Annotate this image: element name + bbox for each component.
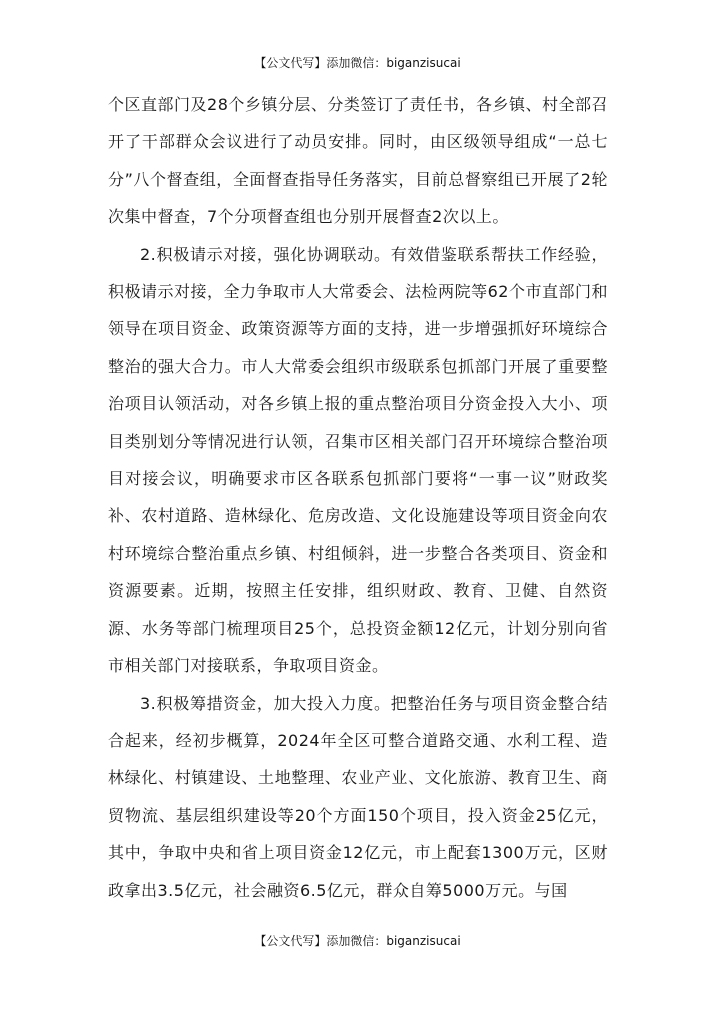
paragraph-funding: 3.积极筹措资金，加大投入力度。把整治任务与项目资金整合结合起来，经初步概算，2024年全区可整合道路交通、水利工程、造林绿化、村镇建设、土地整理、农业产业、文化旅游、教育卫生、商贸物流、基层组织建设等20个方面150个项目，投入资金25亿元，其中，争取中央和省上项目资金12亿元，市上配套1300万元，区财政拿出3.5亿元，社会融资6.5亿元，群众自筹5000万元。与国 bbox=[108, 693, 608, 900]
paragraph-continued: 个区直部门及28个乡镇分层、分类签订了责任书，各乡镇、村全部召开了干部群众会议进行了动员安排。同时，由区级领导组成“一总七分”八个督查组，全面督查指导任务落实，目前总督察组已开展了2轮次集中督查，7个分项督查组也分别开展督查2次以上。 bbox=[108, 95, 608, 227]
page-header: 【公文代写】添加微信：biganzisucai bbox=[254, 56, 461, 70]
paragraph-coordination: 2.积极请示对接，强化协调联动。有效借鉴联系帮扶工作经验，积极请示对接，全力争取市人大常委会、法检两院等62个市直部门和领导在项目资金、政策资源等方面的支持，进一步增强抓好环境综合整治的强大合力。市人大常委会组织市级联系包抓部门开展了重要整治项目认领活动，对各乡镇上报的重点整治项目分资金投入大小、项目类别划分等情况进行认领，召集市区相关部门召开环境综合整治项目对接会议，明确要求市区各联系包抓部门要将“一事一议”财政奖补、农村道路、造林绿化、危房改造、文化设施建设等项目资金向农村环境综合整治重点乡镇、村组倾斜，进一步整合各类项目、资金和资源要素。近期，按照主任安排，组织财政、教育、卫健、自然资源、水务等部门梳理项目25个，总投资金额12亿元，计划分别向省市相关部门对接联系，争取项目资金。 bbox=[108, 244, 608, 676]
page-footer: 【公文代写】添加微信：biganzisucai bbox=[254, 934, 461, 948]
document-body bbox=[108, 86, 608, 909]
